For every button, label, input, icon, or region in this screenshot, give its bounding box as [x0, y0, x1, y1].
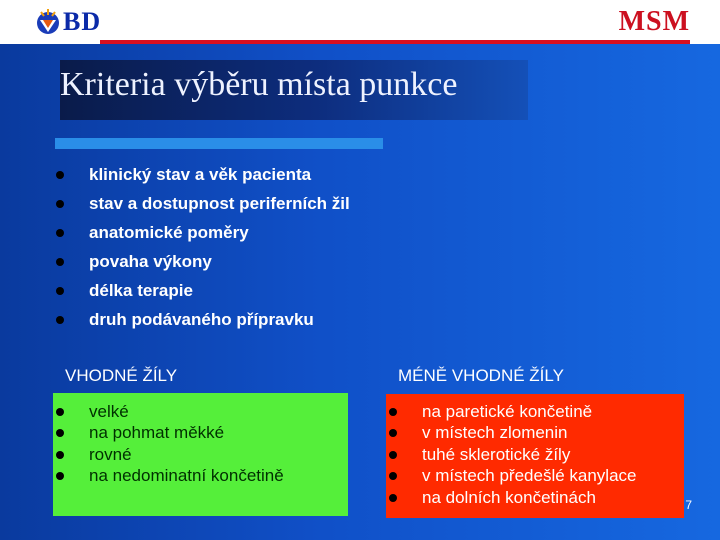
title-underline-bar: [55, 138, 383, 149]
bullet-icon: [56, 258, 64, 266]
bullet-icon: [56, 408, 64, 416]
list-item: povaha výkony: [56, 247, 350, 276]
header-rule: [100, 40, 690, 44]
bullet-icon: [56, 472, 64, 480]
suitable-veins-list: [56, 401, 284, 487]
bullet-icon: [56, 429, 64, 437]
suitable-veins-heading: VHODNÉ ŽÍLY: [65, 366, 178, 385]
list-item: délka terapie: [56, 276, 350, 305]
bullet-icon: [56, 171, 64, 179]
bullet-icon: [56, 287, 64, 295]
bullet-icon: [389, 429, 397, 437]
page-number: 7: [685, 498, 692, 512]
bullet-icon: [389, 494, 397, 502]
bullet-icon: [56, 451, 64, 459]
list-item: velké: [56, 401, 284, 423]
list-item: na pohmat měkké: [56, 423, 284, 445]
suitable-veins-box: [53, 393, 348, 516]
less-suitable-veins-list: [389, 401, 637, 509]
list-item: na paretické končetině: [389, 401, 637, 423]
list-item: na nedominatní končetině: [56, 466, 284, 488]
list-item: druh podávaného přípravku: [56, 305, 350, 334]
bullet-icon: [56, 200, 64, 208]
bullet-icon: [389, 472, 397, 480]
list-item: na dolních končetinách: [389, 487, 637, 509]
bullet-icon: [56, 229, 64, 237]
less-suitable-veins-heading: MÉNĚ VHODNÉ ŽÍLY: [398, 366, 564, 385]
slide-title: Kriteria výběru místa punkce: [60, 66, 458, 103]
bullet-icon: [389, 451, 397, 459]
bd-emblem-icon: [36, 8, 60, 36]
less-suitable-veins-box: [386, 394, 684, 518]
bd-logo-text: BD: [63, 7, 102, 36]
msm-logo: MSM: [618, 6, 690, 37]
bullet-icon: [389, 408, 397, 416]
list-item: v místech předešlé kanylace: [389, 466, 637, 488]
bd-logo: [36, 6, 101, 38]
header-band: [0, 0, 720, 44]
list-item: anatomické poměry: [56, 218, 350, 247]
criteria-list: [56, 160, 350, 334]
list-item: rovné: [56, 444, 284, 466]
bullet-icon: [56, 316, 64, 324]
list-item: v místech zlomenin: [389, 423, 637, 445]
list-item: stav a dostupnost periferních žil: [56, 189, 350, 218]
list-item: tuhé sklerotické žíly: [389, 444, 637, 466]
list-item: klinický stav a věk pacienta: [56, 160, 350, 189]
